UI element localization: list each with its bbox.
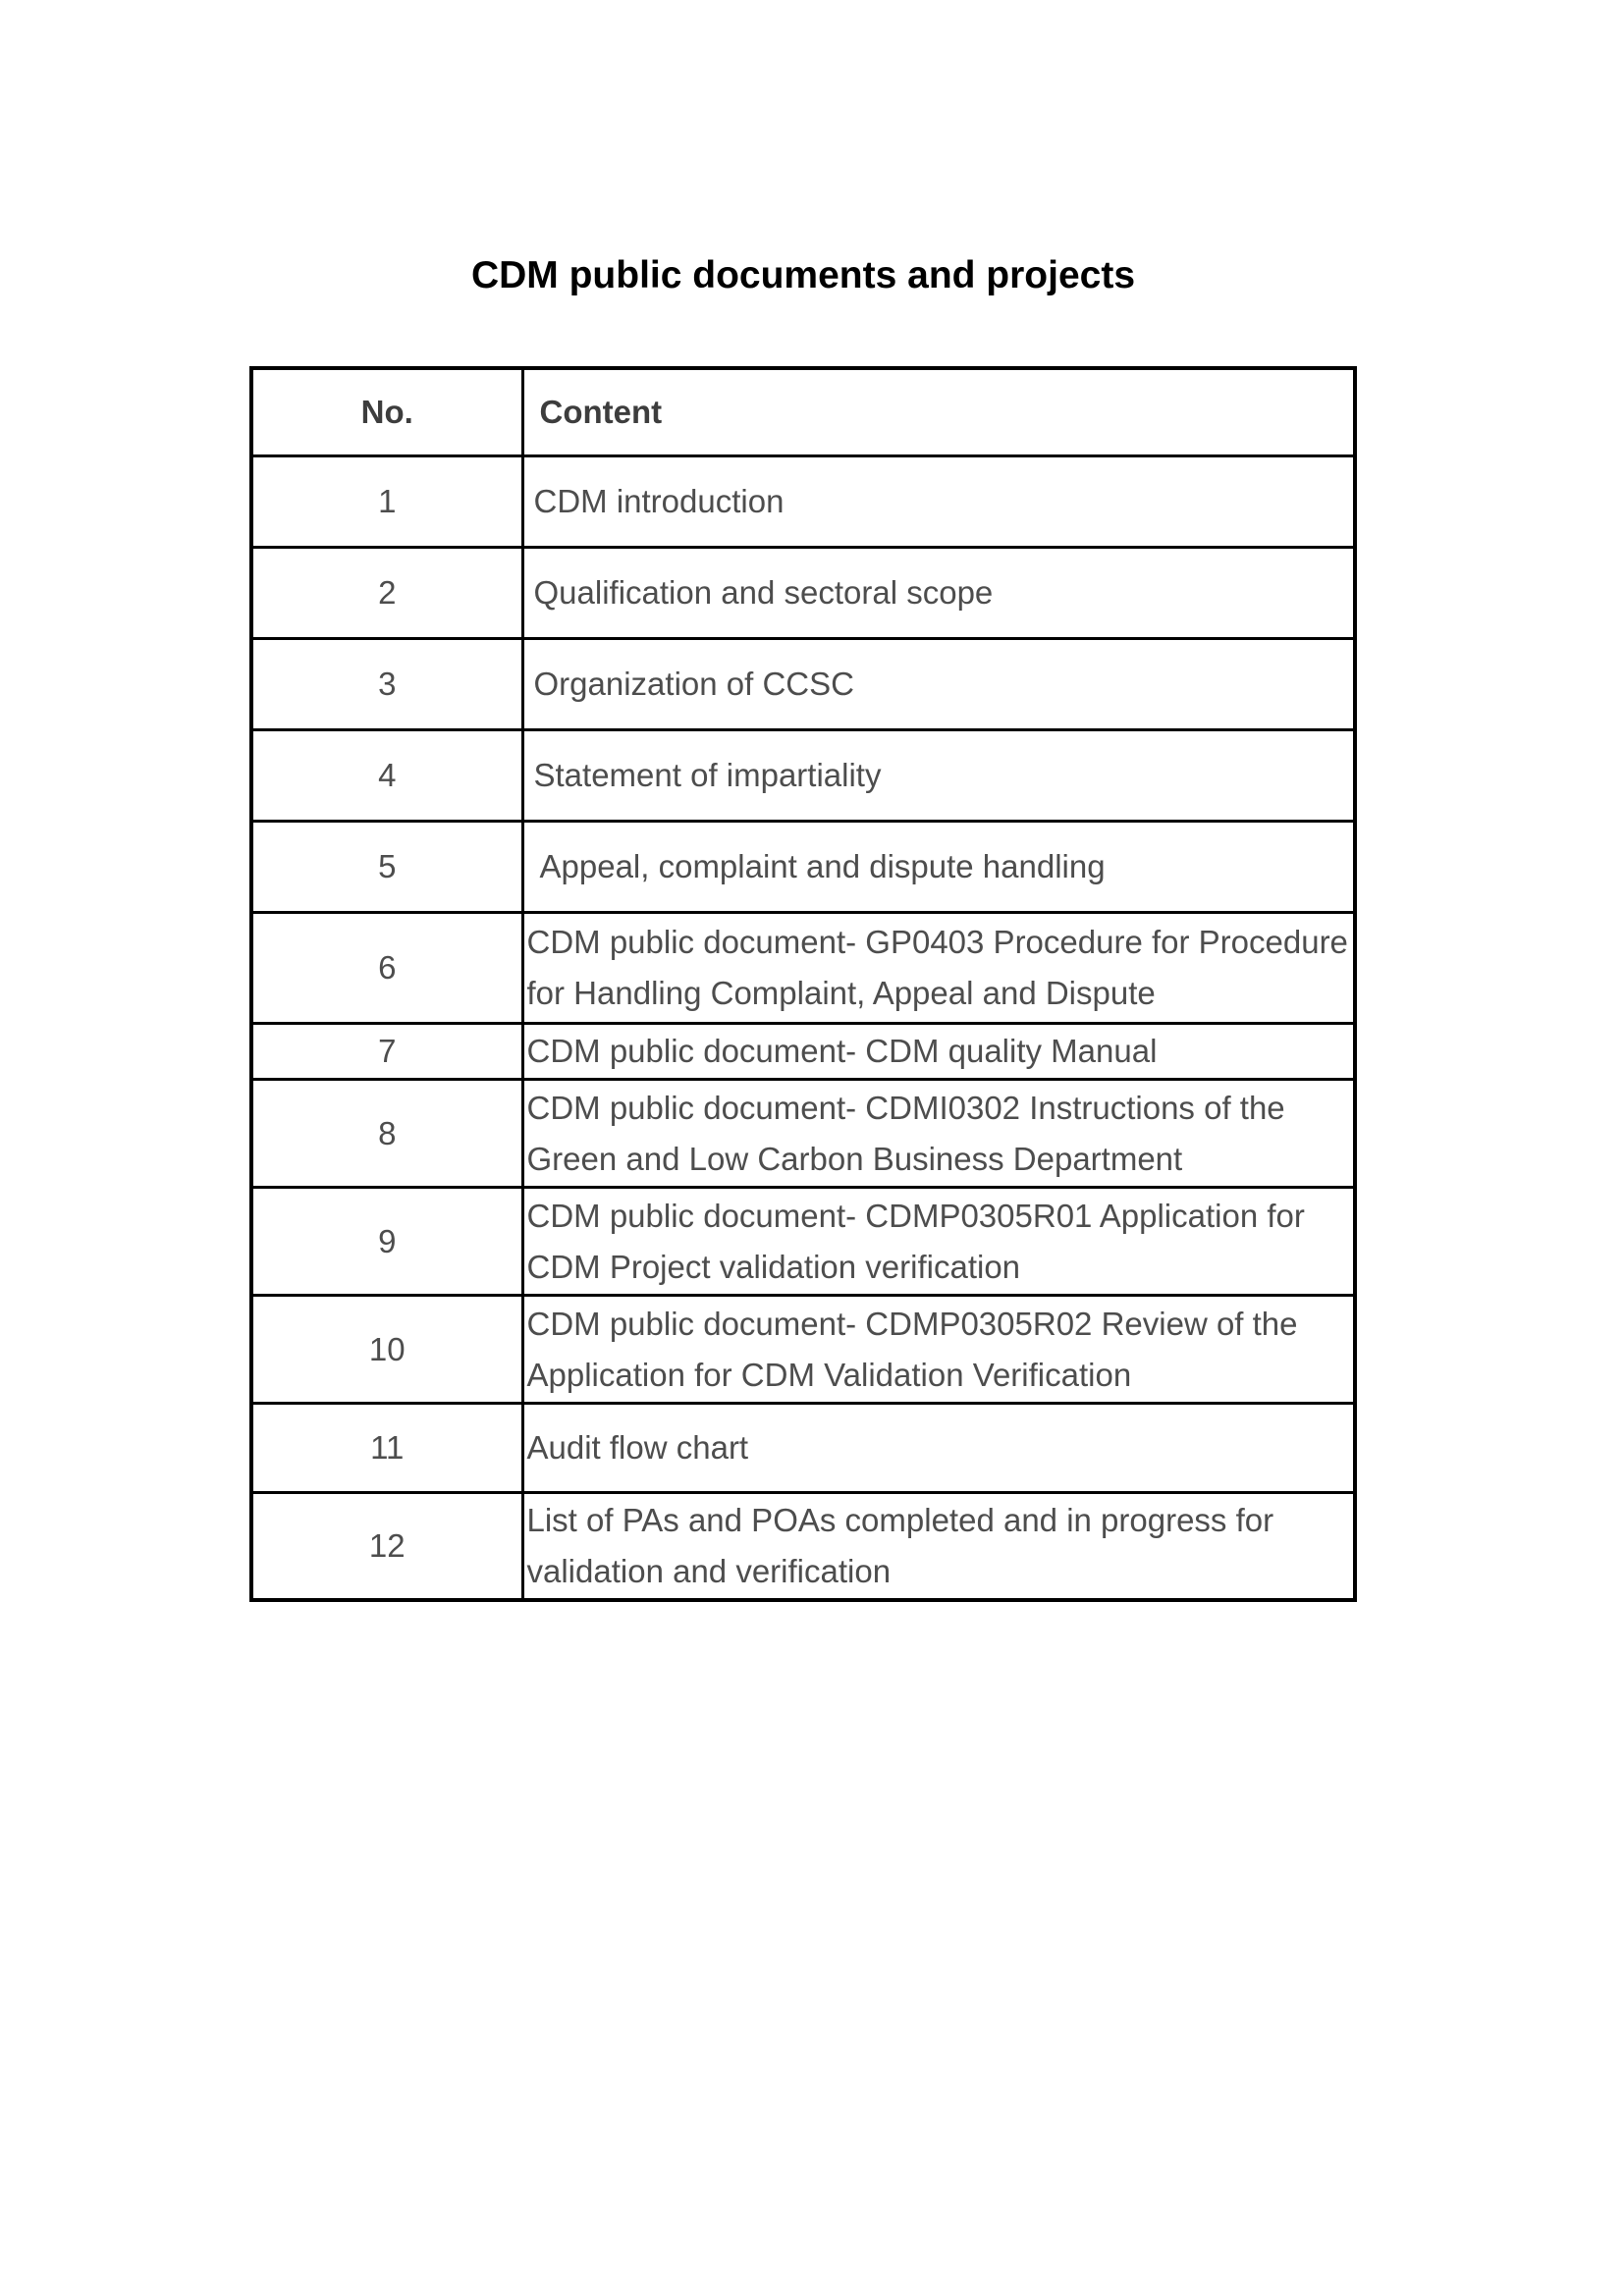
row-content: List of PAs and POAs completed and in progress for validation and verification [522,1493,1355,1601]
row-number: 8 [251,1080,522,1188]
table-row [251,1296,1355,1404]
row-number: 7 [251,1024,522,1080]
row-content: Organization of CCSC [522,639,1355,730]
table-row [251,822,1355,913]
row-number: 12 [251,1493,522,1601]
page-title: CDM public documents and projects [470,254,1136,296]
row-number: 9 [251,1188,522,1296]
row-number: 6 [251,913,522,1024]
row-number: 11 [251,1404,522,1493]
table-row [251,730,1355,822]
row-content: CDM public document- GP0403 Procedure for Procedure for Handling Complaint, Appeal and Dispute [522,913,1355,1024]
row-number: 10 [251,1296,522,1404]
row-number: 2 [251,548,522,639]
table-row [251,456,1355,548]
row-number: 5 [251,822,522,913]
row-content: Qualification and sectoral scope [522,548,1355,639]
table-row [251,1188,1355,1296]
table-row [251,1493,1355,1601]
table-row [251,548,1355,639]
row-number: 3 [251,639,522,730]
row-number: 1 [251,456,522,548]
row-content: Appeal, complaint and dispute handling [522,822,1355,913]
table-row [251,913,1355,1024]
table-row [251,1080,1355,1188]
table-row [251,639,1355,730]
row-number: 4 [251,730,522,822]
table-row [251,1404,1355,1493]
row-content: CDM public document- CDMP0305R01 Application for CDM Project validation verification [522,1188,1355,1296]
table-row [251,1024,1355,1080]
row-content: CDM public document- CDMP0305R02 Review of the Application for CDM Validation Verification [522,1296,1355,1404]
row-content: Audit flow chart [522,1404,1355,1493]
contents-table [249,366,1357,1602]
column-header-content: Content [522,368,1355,456]
row-content: CDM introduction [522,456,1355,548]
table-header-row [251,368,1355,456]
column-header-no: No. [251,368,522,456]
row-content: CDM public document- CDM quality Manual [522,1024,1355,1080]
row-content: Statement of impartiality [522,730,1355,822]
row-content: CDM public document- CDMI0302 Instructions of the Green and Low Carbon Business Department [522,1080,1355,1188]
